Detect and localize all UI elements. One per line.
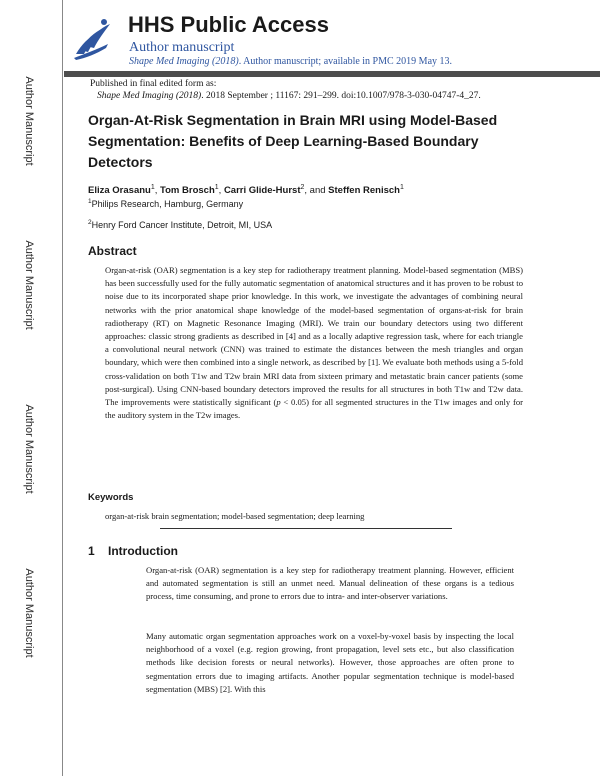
- abstract-text: [105, 264, 523, 422]
- author-affiliation-mark: 1: [399, 184, 404, 191]
- affiliation-text: Henry Ford Cancer Institute, Detroit, MI, USA: [91, 220, 273, 230]
- abstract-text-part: < 0.05) for all segmented structures in the T1w images and only for the auditory system in the T2w images.: [105, 397, 524, 421]
- hhs-eagle-icon: [70, 14, 114, 64]
- author-list: [88, 184, 404, 196]
- header-rule: [64, 71, 600, 77]
- author-affiliation-mark: 1: [150, 184, 155, 191]
- published-label: Published in final edited form as:: [90, 79, 217, 89]
- author-name: Carri Glide-Hurst: [223, 185, 301, 197]
- header-subtitle: Author manuscript: [129, 40, 235, 55]
- abstract-heading: Abstract: [88, 244, 137, 258]
- affiliation-mark: 2: [88, 219, 92, 226]
- author-name: Tom Brosch: [160, 185, 215, 197]
- author-name: Steffen Renisch: [328, 185, 400, 197]
- intro-paragraph: Many automatic organ segmentation approaches work on a voxel-by-voxel basis by inspecting the local neighborhood of a voxel (e.g. region growing, front propagation, level sets etc., but also classification methods like decision forests or neural networks). However, those approaches are often prone to segmentation errors due to imaging artifacts. Another popular segmentation technique is model-based segmentation (MBS) [2]. With this: [146, 631, 514, 694]
- affiliation-mark: 1: [88, 198, 92, 205]
- keywords-rule: [160, 528, 452, 529]
- abstract-p-symbol: p: [276, 397, 281, 408]
- published-journal: Shape Med Imaging (2018): [97, 91, 202, 101]
- author-name: Eliza Orasanu: [88, 185, 151, 197]
- affiliation: [88, 219, 272, 230]
- author-affiliation-mark: 2: [300, 184, 305, 191]
- section-number: 1: [88, 544, 95, 558]
- published-citation: [97, 91, 481, 101]
- paper-title: Organ-At-Risk Segmentation in Brain MRI using Model-Based Segmentation: Benefits of Deep Learning-Based Boundary Detectors: [88, 112, 498, 170]
- keywords-text: organ-at-risk brain segmentation; model-based segmentation; deep learning: [105, 511, 365, 521]
- side-label-author-manuscript: Author Manuscript: [23, 76, 35, 166]
- affiliation-text: Philips Research, Hamburg, Germany: [91, 199, 244, 209]
- affiliation: [88, 198, 243, 209]
- author-separator: ,: [218, 185, 224, 197]
- section-title: Introduction: [108, 544, 178, 558]
- side-label-author-manuscript: Author Manuscript: [23, 240, 35, 330]
- header-citation: [129, 56, 452, 67]
- side-label-author-manuscript: Author Manuscript: [23, 404, 35, 494]
- author-separator: ,: [154, 185, 161, 197]
- introduction-heading: [88, 544, 178, 558]
- header-citation-rest: . Author manuscript; available in PMC 2019 May 13.: [238, 56, 453, 67]
- intro-paragraph: Organ-at-risk (OAR) segmentation is a key step for radiotherapy treatment planning. However, efficient and automated segmentation is still an unmet need. Manual delineation of these organs is a tedious process, time consuming, and prone to errors due to intra- and inter-observer variations.: [146, 565, 514, 602]
- author-affiliation-mark: 1: [214, 184, 219, 191]
- header-title: HHS Public Access: [128, 12, 329, 37]
- author-separator: , and: [304, 185, 329, 197]
- keywords-heading: Keywords: [88, 492, 134, 503]
- left-rail-divider: [62, 0, 63, 776]
- published-details: . 2018 September ; 11167: 291–299. doi:10.1007/978-3-030-04747-4_27.: [201, 91, 481, 101]
- abstract-text-part: Organ-at-risk (OAR) segmentation is a key step for radiotherapy treatment planning. Model-based segmentation (MBS) has been successfully used for the fully automatic segmentation of anatomical structures and it has proven to be robust to noise due to its incorporated shape prior knowledge. In this work, we investigate the advantages of combining neural networks with the prior anatomical shape knowledge of the model-based segmentation of organs-at-risk for brain radiotherapy (RT) on Magnetic Resonance Imaging (MRI). We train our boundary detectors using two different approaches: classic strong gradients as described in [4] and as a locally adaptive regression task, where for each triangle a convolutional neural network (CNN) was trained to estimate the distances between the mesh triangles and organ boundary, which were then combined into a single network, as described by [1]. We evaluate both methods using a 5-fold cross-validation on both T1w and T2w brain MRI data from sixteen primary and metastatic brain cancer patients (some post-surgical). Using CNN-based boundary detectors improved the results for all structures in both T1w and T2w data. The improvements were statistically significant (: [105, 265, 523, 408]
- side-label-author-manuscript: Author Manuscript: [23, 568, 35, 658]
- header-citation-journal: Shape Med Imaging (2018): [129, 56, 239, 67]
